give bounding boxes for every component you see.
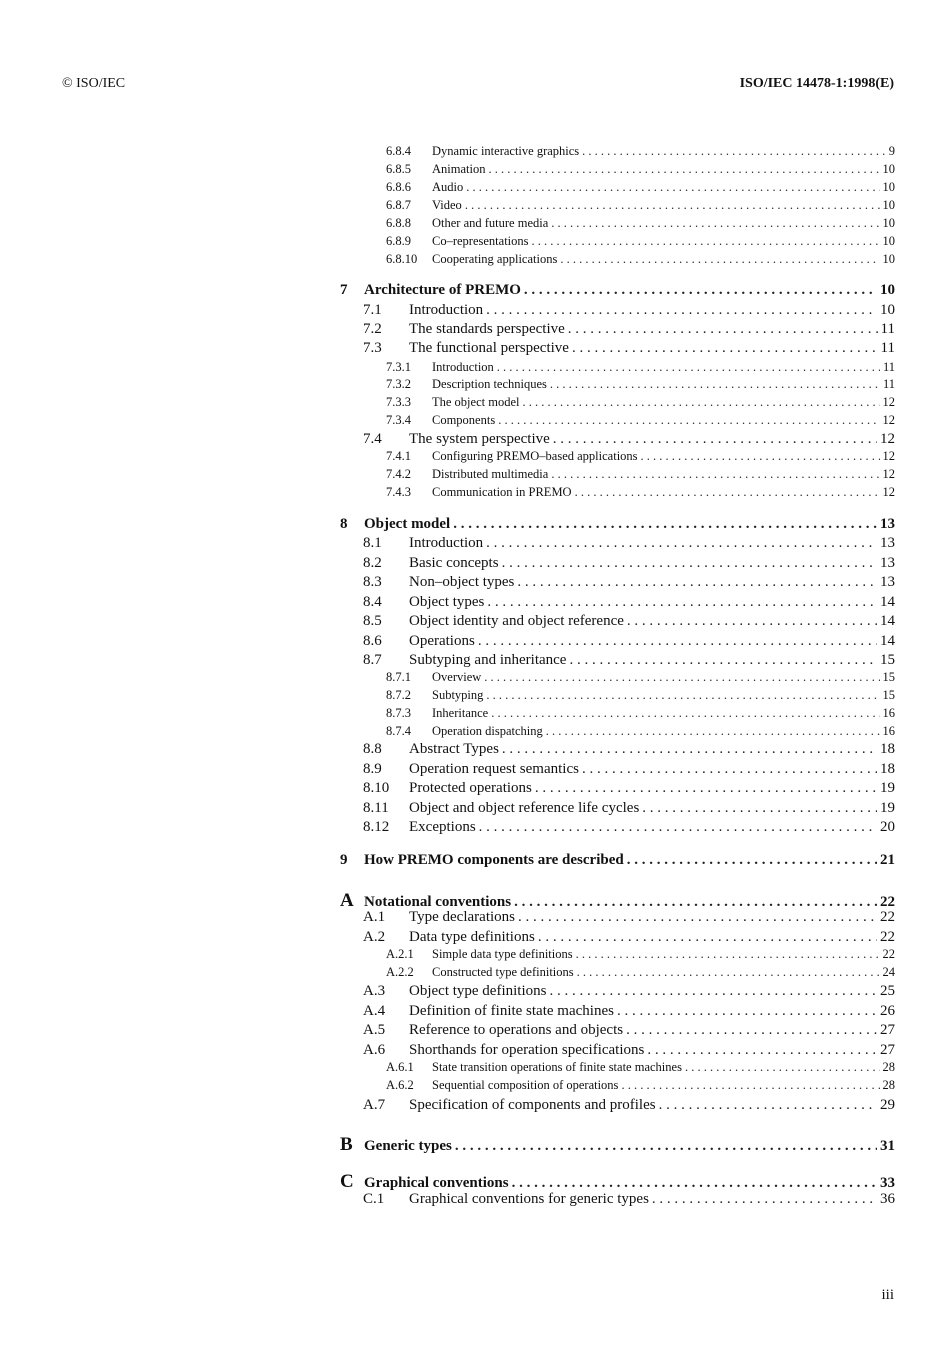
toc-dot-leader	[538, 929, 877, 946]
toc-entry-number: A	[340, 890, 354, 911]
toc-dot-leader	[484, 670, 879, 685]
toc-entry[interactable]	[386, 670, 895, 685]
toc-entry-page: 18	[880, 761, 895, 777]
toc-entry-title: Audio	[432, 180, 464, 194]
toc-entry-page: 16	[882, 706, 895, 720]
toc-entry[interactable]	[340, 1171, 895, 1193]
toc-entry-page: 12	[882, 449, 895, 463]
toc-entry-number: A.6	[363, 1042, 386, 1058]
toc-entry-number: A.2.1	[386, 947, 414, 961]
toc-entry-title: Communication in PREMO	[432, 485, 572, 499]
toc-entry-page: 10	[880, 282, 895, 298]
toc-entry[interactable]	[363, 1097, 895, 1114]
toc-entry-page: 11	[880, 340, 895, 356]
toc-entry-number: A.5	[363, 1022, 386, 1038]
toc-entry-title: Overview	[432, 670, 482, 684]
toc-dot-leader	[453, 516, 877, 533]
toc-dot-leader	[465, 198, 880, 213]
toc-entry[interactable]	[363, 321, 895, 338]
toc-entry[interactable]	[363, 340, 895, 357]
toc-entry-title: Generic types	[364, 1138, 452, 1154]
toc-entry-page: 14	[880, 594, 895, 610]
toc-entry-number: 8.2	[363, 555, 382, 571]
toc-entry[interactable]	[363, 983, 895, 1000]
toc-entry-page: 12	[882, 395, 895, 409]
toc-entry-page: 13	[880, 516, 895, 532]
toc-entry-title: Object model	[364, 516, 451, 532]
toc-entry-page: 19	[880, 800, 895, 816]
toc-entry[interactable]	[363, 780, 895, 797]
toc-dot-leader	[685, 1060, 880, 1075]
toc-dot-leader	[553, 431, 877, 448]
toc-dot-leader	[617, 1003, 877, 1020]
toc-entry-title: Shorthands for operation specifications	[409, 1042, 645, 1058]
toc-entry[interactable]	[340, 516, 895, 533]
toc-dot-leader	[621, 1078, 879, 1093]
toc-entry-title: Inheritance	[432, 706, 489, 720]
toc-entry-title: Object identity and object reference	[409, 613, 624, 629]
toc-dot-leader	[478, 633, 877, 650]
toc-entry[interactable]	[386, 198, 895, 213]
toc-entry-number: 7.3.2	[386, 377, 411, 391]
toc-dot-leader	[502, 555, 877, 572]
toc-entry[interactable]	[340, 1134, 895, 1156]
toc-entry-number: 6.8.7	[386, 198, 411, 212]
toc-dot-leader	[568, 321, 878, 338]
toc-entry-number: 8.7.2	[386, 688, 411, 702]
toc-entry-number: 6.8.10	[386, 252, 418, 266]
toc-entry[interactable]	[363, 431, 895, 448]
toc-entry[interactable]	[386, 234, 895, 249]
toc-entry-number: A.4	[363, 1003, 386, 1019]
toc-entry[interactable]	[363, 819, 895, 836]
toc-dot-leader	[576, 947, 880, 962]
toc-entry-number: A.2.2	[386, 965, 414, 979]
toc-entry-title: Type declarations	[409, 909, 515, 925]
toc-entry[interactable]	[363, 535, 895, 552]
toc-dot-leader	[466, 180, 879, 195]
toc-entry-title: Co–representations	[432, 234, 529, 248]
toc-entry[interactable]	[386, 395, 895, 410]
toc-entry-title: Introduction	[409, 302, 484, 318]
toc-entry-number: 6.8.4	[386, 144, 411, 158]
toc-entry-page: 13	[880, 555, 895, 571]
toc-entry-number: 7.4.3	[386, 485, 411, 499]
toc-entry-page: 19	[880, 780, 895, 796]
toc-entry-number: 7.3.4	[386, 413, 411, 427]
toc-entry[interactable]	[363, 1003, 895, 1020]
toc-entry[interactable]	[363, 574, 895, 591]
toc-entry[interactable]	[386, 252, 895, 267]
toc-entry[interactable]	[363, 613, 895, 630]
toc-dot-leader	[488, 162, 879, 177]
toc-entry[interactable]	[363, 652, 895, 669]
toc-entry[interactable]	[386, 449, 895, 464]
toc-dot-leader	[572, 340, 878, 357]
toc-entry-page: 13	[880, 574, 895, 590]
toc-dot-leader	[626, 1022, 877, 1039]
toc-entry[interactable]	[363, 741, 895, 758]
toc-dot-leader	[647, 1042, 877, 1059]
toc-entry-title: Operations	[409, 633, 475, 649]
toc-entry-title: Introduction	[409, 535, 484, 551]
toc-entry-page: 15	[882, 670, 895, 684]
toc-entry-page: 12	[882, 467, 895, 481]
toc-entry-number: 7.4.1	[386, 449, 411, 463]
toc-entry-page: 22	[880, 909, 895, 925]
toc-entry-title: Object types	[409, 594, 485, 610]
toc-entry-title: Architecture of PREMO	[364, 282, 521, 298]
toc-entry-title: Graphical conventions	[364, 1175, 509, 1191]
toc-entry-number: 8.6	[363, 633, 382, 649]
toc-dot-leader	[546, 724, 880, 739]
toc-entry-title: Simple data type definitions	[432, 947, 573, 961]
toc-entry-page: 12	[882, 485, 895, 499]
toc-entry[interactable]	[363, 555, 895, 572]
toc-entry-number: 6.8.9	[386, 234, 411, 248]
toc-dot-leader	[532, 234, 880, 249]
toc-entry-page: 16	[882, 724, 895, 738]
toc-dot-leader	[659, 1097, 877, 1114]
toc-entry-number: A.2	[363, 929, 386, 945]
toc-entry[interactable]	[386, 706, 895, 721]
toc-entry-number: 8.8	[363, 741, 382, 757]
toc-dot-leader	[479, 819, 877, 836]
toc-entry[interactable]	[386, 467, 895, 482]
toc-entry[interactable]	[340, 852, 895, 869]
toc-entry-number: 8.9	[363, 761, 382, 777]
toc-entry-title: Graphical conventions for generic types	[409, 1191, 649, 1207]
toc-entry-number: 7.4	[363, 431, 382, 447]
toc-dot-leader	[560, 252, 879, 267]
toc-entry-title: Components	[432, 413, 496, 427]
toc-entry-title: Sequential composition of operations	[432, 1078, 619, 1092]
toc-entry-title: Video	[432, 198, 462, 212]
toc-entry-page: 10	[882, 234, 895, 248]
toc-dot-leader	[517, 574, 877, 591]
toc-entry-title: The functional perspective	[409, 340, 569, 356]
toc-dot-leader	[569, 652, 877, 669]
toc-entry[interactable]	[340, 282, 895, 299]
toc-entry-page: 12	[882, 413, 895, 427]
toc-entry-title: Non–object types	[409, 574, 515, 590]
toc-entry-page: 27	[880, 1022, 895, 1038]
toc-entry-page: 29	[880, 1097, 895, 1113]
toc-entry-title: The object model	[432, 395, 520, 409]
toc-dot-leader	[502, 741, 877, 758]
toc-entry-title: Basic concepts	[409, 555, 499, 571]
toc-entry-number: 8.7.3	[386, 706, 411, 720]
toc-dot-leader	[455, 1138, 877, 1155]
toc-dot-leader	[535, 780, 877, 797]
toc-dot-leader	[486, 535, 877, 552]
toc-entry-number: 7.3.3	[386, 395, 411, 409]
toc-entry-page: 15	[882, 688, 895, 702]
toc-entry[interactable]	[363, 761, 895, 778]
toc-entry-number: 8	[340, 516, 348, 532]
toc-entry-page: 11	[882, 360, 895, 374]
toc-dot-leader	[524, 282, 877, 299]
toc-entry-number: 8.1	[363, 535, 382, 551]
toc-entry[interactable]	[363, 633, 895, 650]
header-standard-id: ISO/IEC 14478-1:1998(E)	[739, 76, 894, 91]
toc-entry[interactable]	[386, 377, 895, 392]
toc-entry[interactable]	[363, 1042, 895, 1059]
toc-entry-page: 22	[880, 894, 895, 910]
toc-dot-leader	[487, 594, 877, 611]
toc-entry-number: 9	[340, 852, 348, 868]
toc-entry-page: 12	[880, 431, 895, 447]
toc-entry-title: Operation request semantics	[409, 761, 579, 777]
toc-entry[interactable]	[386, 413, 895, 428]
toc-entry-title: Exceptions	[409, 819, 476, 835]
toc-entry-number: A.6.2	[386, 1078, 414, 1092]
toc-entry-number: 7.3	[363, 340, 382, 356]
toc-entry-page: 36	[880, 1191, 895, 1207]
page-number: iii	[881, 1287, 894, 1303]
toc-entry-title: Configuring PREMO–based applications	[432, 449, 638, 463]
toc-entry-title: Object type definitions	[409, 983, 547, 999]
toc-entry[interactable]	[386, 162, 895, 177]
toc-entry-page: 21	[880, 852, 895, 868]
toc-entry-title: Object and object reference life cycles	[409, 800, 640, 816]
toc-entry-number: 8.7.4	[386, 724, 411, 738]
toc-entry-number: 8.4	[363, 594, 382, 610]
toc-entry-page: 10	[882, 252, 895, 266]
toc-entry-page: 11	[880, 321, 895, 337]
toc-entry[interactable]	[386, 724, 895, 739]
header-copyright: © ISO/IEC	[62, 76, 126, 91]
toc-entry-page: 22	[882, 947, 895, 961]
toc-entry[interactable]	[386, 360, 895, 375]
toc-entry-title: Description techniques	[432, 377, 547, 391]
toc-dot-leader	[550, 377, 880, 392]
toc-entry-number: A.7	[363, 1097, 386, 1113]
toc-entry[interactable]	[386, 144, 895, 159]
toc-entry[interactable]	[363, 302, 895, 319]
toc-entry-page: 25	[880, 983, 895, 999]
toc-entry[interactable]	[386, 965, 895, 980]
toc-dot-leader	[577, 965, 880, 980]
toc-entry-number: 6.8.8	[386, 216, 411, 230]
toc-dot-leader	[551, 216, 879, 231]
toc-entry[interactable]	[363, 800, 895, 817]
toc-entry[interactable]	[386, 485, 895, 500]
toc-dot-leader	[627, 852, 877, 869]
toc-entry-number: 8.7.1	[386, 670, 411, 684]
toc-entry-number: 8.7	[363, 652, 382, 668]
toc-dot-leader	[549, 983, 877, 1000]
toc-entry-title: The system perspective	[409, 431, 550, 447]
toc-dot-leader	[486, 302, 877, 319]
toc-entry-number: 7	[340, 282, 348, 298]
toc-entry-title: Operation dispatching	[432, 724, 543, 738]
toc-dot-leader	[582, 144, 886, 159]
toc-entry-title: Abstract Types	[409, 741, 499, 757]
toc-dot-leader	[491, 706, 879, 721]
toc-entry-number: A.6.1	[386, 1060, 414, 1074]
toc-dot-leader	[652, 1191, 877, 1208]
toc-entry-page: 26	[880, 1003, 895, 1019]
toc-entry-page: 22	[880, 929, 895, 945]
toc-entry[interactable]	[363, 929, 895, 946]
toc-entry-number: 7.4.2	[386, 467, 411, 481]
toc-dot-leader	[512, 1175, 877, 1192]
toc-dot-leader	[582, 761, 877, 778]
toc-entry-page: 28	[882, 1060, 895, 1074]
toc-entry[interactable]	[386, 1060, 895, 1075]
toc-entry-number: C	[340, 1171, 354, 1192]
toc-dot-leader	[497, 360, 880, 375]
toc-entry-title: Cooperating applications	[432, 252, 558, 266]
toc-entry-title: Distributed multimedia	[432, 467, 549, 481]
toc-entry-page: 11	[882, 377, 895, 391]
toc-entry-page: 10	[882, 216, 895, 230]
toc-entry-page: 18	[880, 741, 895, 757]
toc-dot-leader	[627, 613, 877, 630]
toc-entry-number: A.1	[363, 909, 386, 925]
toc-entry-page: 10	[882, 180, 895, 194]
toc-entry-number: C.1	[363, 1191, 385, 1207]
toc-entry[interactable]	[363, 1022, 895, 1039]
toc-entry-page: 31	[880, 1138, 895, 1154]
toc-entry-title: Constructed type definitions	[432, 965, 574, 979]
toc-entry-page: 10	[880, 302, 895, 318]
toc-entry[interactable]	[386, 216, 895, 231]
toc-entry[interactable]	[386, 1078, 895, 1093]
toc-entry-page: 14	[880, 613, 895, 629]
toc-entry-page: 24	[882, 965, 895, 979]
toc-entry-page: 27	[880, 1042, 895, 1058]
toc-entry-page: 15	[880, 652, 895, 668]
toc-entry-number: A.3	[363, 983, 386, 999]
toc-entry-page: 9	[888, 144, 895, 158]
toc-entry-title: State transition operations of finite state machines	[432, 1060, 682, 1074]
toc-dot-leader	[575, 485, 880, 500]
toc-dot-leader	[551, 467, 879, 482]
toc-dot-leader	[498, 413, 879, 428]
toc-entry[interactable]	[386, 180, 895, 195]
toc-dot-leader	[518, 909, 877, 926]
toc-entry-number: 7.1	[363, 302, 382, 318]
toc-entry-number: 6.8.5	[386, 162, 411, 176]
toc-entry-page: 10	[882, 162, 895, 176]
toc-entry-number: 8.3	[363, 574, 382, 590]
toc-entry-number: B	[340, 1134, 353, 1155]
toc-entry-page: 14	[880, 633, 895, 649]
toc-entry-title: Data type definitions	[409, 929, 535, 945]
toc-entry-title: The standards perspective	[409, 321, 565, 337]
toc-entry-number: 7.2	[363, 321, 382, 337]
toc-dot-leader	[522, 395, 879, 410]
toc-entry-title: Notational conventions	[364, 894, 512, 910]
toc-entry[interactable]	[363, 594, 895, 611]
toc-entry-number: 6.8.6	[386, 180, 411, 194]
toc-entry[interactable]	[363, 909, 895, 926]
toc-entry-page: 20	[880, 819, 895, 835]
toc-entry-number: 8.10	[363, 780, 390, 796]
toc-entry-number: 8.12	[363, 819, 390, 835]
toc-entry[interactable]	[386, 688, 895, 703]
toc-dot-leader	[486, 688, 879, 703]
toc-entry-title: Subtyping and inheritance	[409, 652, 567, 668]
toc-entry-title: How PREMO components are described	[364, 852, 624, 868]
toc-entry-page: 33	[880, 1175, 895, 1191]
toc-entry[interactable]	[386, 947, 895, 962]
toc-entry-title: Definition of finite state machines	[409, 1003, 614, 1019]
toc-entry-title: Animation	[432, 162, 486, 176]
toc-entry-page: 10	[882, 198, 895, 212]
toc-entry-title: Specification of components and profiles	[409, 1097, 656, 1113]
toc-entry-number: 8.11	[363, 800, 389, 816]
toc-entry[interactable]	[363, 1191, 895, 1208]
toc-entry-number: 7.3.1	[386, 360, 411, 374]
toc-dot-leader	[642, 800, 877, 817]
toc-entry-title: Reference to operations and objects	[409, 1022, 624, 1038]
toc-entry-title: Subtyping	[432, 688, 484, 702]
toc-entry-title: Other and future media	[432, 216, 549, 230]
toc-entry-title: Introduction	[432, 360, 494, 374]
toc-entry-title: Protected operations	[409, 780, 532, 796]
toc-entry-number: 8.5	[363, 613, 382, 629]
toc-entry-page: 28	[882, 1078, 895, 1092]
toc-dot-leader	[641, 449, 880, 464]
toc-entry-page: 13	[880, 535, 895, 551]
toc-entry-title: Dynamic interactive graphics	[432, 144, 580, 158]
